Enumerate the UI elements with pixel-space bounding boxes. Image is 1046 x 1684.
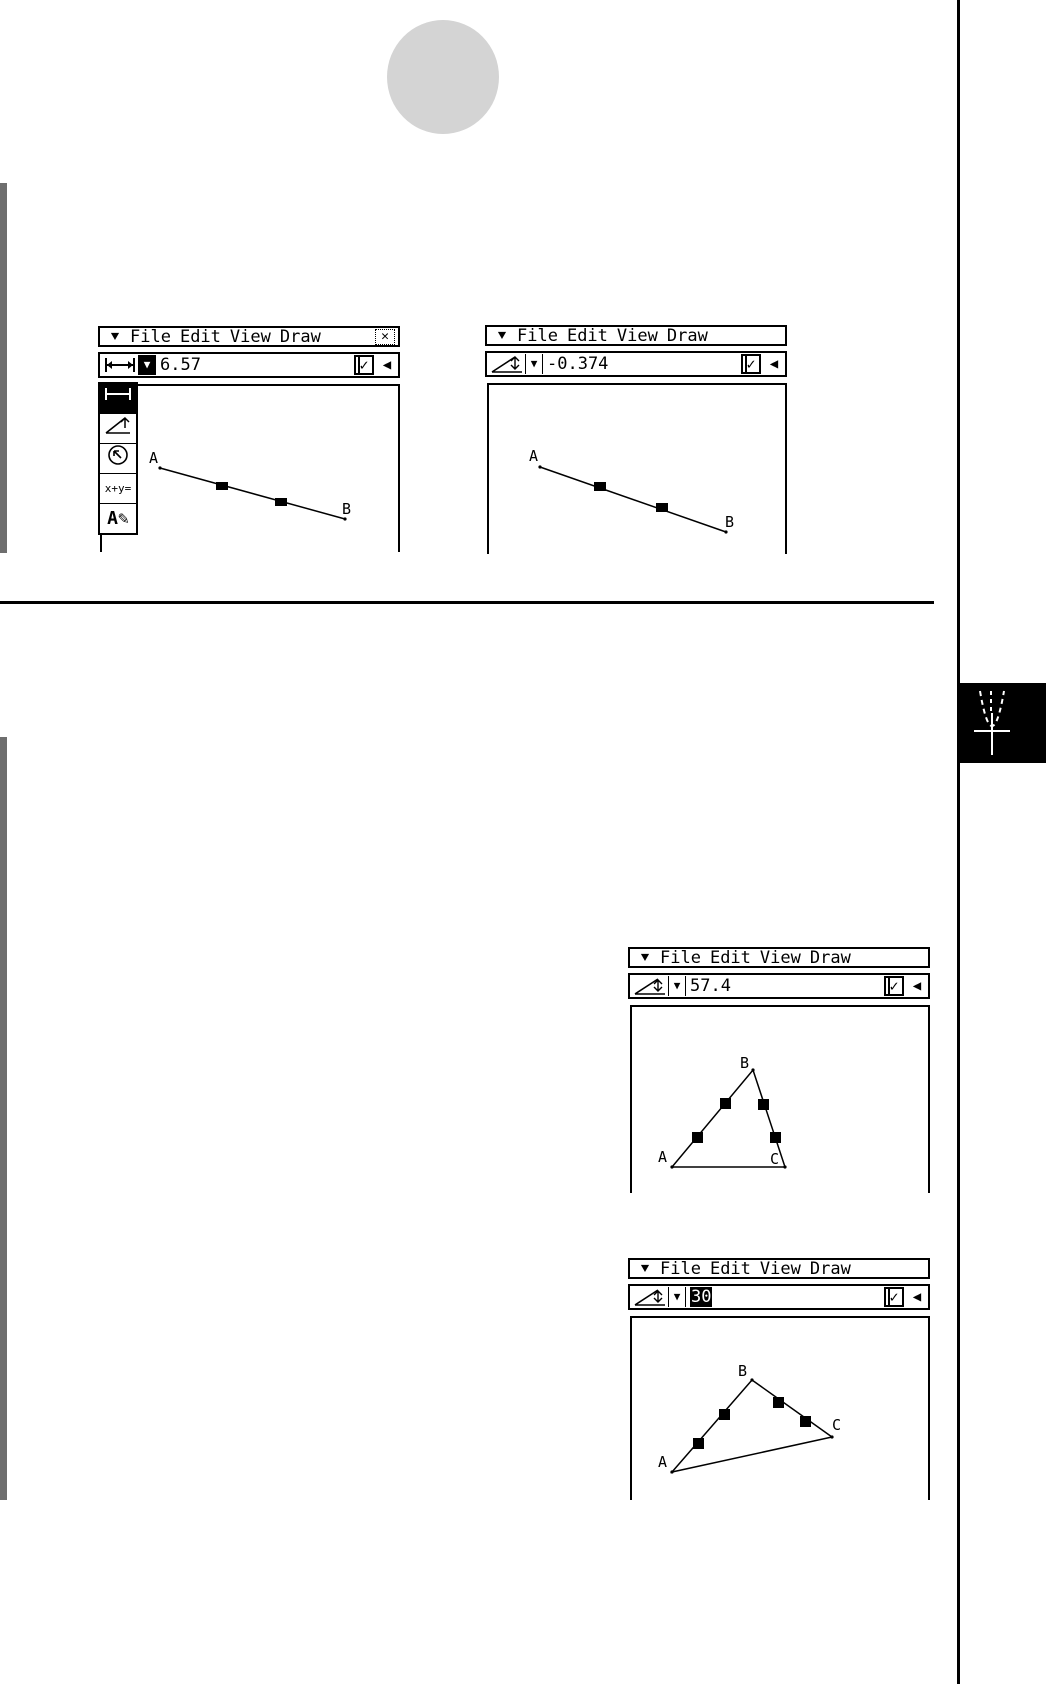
point-a[interactable] bbox=[670, 1165, 673, 1168]
point-a[interactable] bbox=[538, 465, 541, 468]
point-label-b: B bbox=[725, 513, 735, 531]
point-label-c: C bbox=[832, 1416, 842, 1434]
point-label-b: B bbox=[738, 1362, 748, 1380]
menu-edit[interactable]: Edit bbox=[709, 1259, 751, 1279]
point-c[interactable] bbox=[830, 1435, 833, 1438]
menu-view[interactable]: View bbox=[616, 326, 658, 346]
measurement-value-text: 30 bbox=[691, 1287, 712, 1307]
menu-chevron-icon[interactable]: ⯆ bbox=[495, 327, 508, 345]
measurement-value[interactable]: -0.374 bbox=[547, 354, 747, 374]
point-label-a: A bbox=[658, 1453, 668, 1471]
length-measure-icon[interactable] bbox=[102, 355, 138, 375]
menu-view[interactable]: View bbox=[229, 327, 271, 347]
selector-dropdown[interactable]: ▼ bbox=[668, 976, 686, 996]
point-b[interactable] bbox=[751, 1068, 754, 1071]
selection-handle[interactable] bbox=[656, 503, 668, 512]
point-label-a: A bbox=[658, 1148, 668, 1166]
left-arrow-icon[interactable]: ◀ bbox=[382, 357, 392, 373]
check-icon[interactable]: ✓ bbox=[741, 354, 761, 374]
chapter-marker-circle bbox=[387, 20, 499, 134]
selection-handle[interactable] bbox=[594, 482, 606, 491]
text-label-icon[interactable]: A✎ bbox=[107, 508, 129, 529]
geometry-canvas[interactable] bbox=[630, 1316, 930, 1500]
calculator-screen bbox=[628, 947, 934, 1193]
point-label-a: A bbox=[149, 449, 159, 467]
menu-chevron-icon[interactable]: ⯆ bbox=[108, 328, 121, 346]
measure-type-palette bbox=[98, 382, 138, 535]
point-c[interactable] bbox=[783, 1165, 786, 1168]
segment-ab[interactable] bbox=[540, 467, 726, 532]
geometry-canvas[interactable] bbox=[487, 383, 787, 554]
selector-dropdown[interactable]: ▼ bbox=[138, 355, 156, 375]
selection-handle[interactable] bbox=[758, 1099, 769, 1110]
geometry-canvas[interactable] bbox=[630, 1005, 930, 1193]
point-label-a: A bbox=[529, 447, 539, 465]
angle-measure-icon[interactable] bbox=[632, 1287, 668, 1307]
menu-edit[interactable]: Edit bbox=[709, 948, 751, 968]
calculator-screen bbox=[628, 1258, 934, 1500]
measurement-value[interactable]: 57.4 bbox=[690, 976, 890, 996]
selection-handle[interactable] bbox=[800, 1416, 811, 1427]
menu-draw[interactable]: Draw bbox=[809, 948, 851, 968]
menu-view[interactable]: View bbox=[759, 1259, 801, 1279]
menu-chevron-icon[interactable]: ⯆ bbox=[638, 949, 651, 967]
selection-handle[interactable] bbox=[216, 482, 228, 490]
menu-draw[interactable]: Draw bbox=[279, 327, 321, 347]
menu-chevron-icon[interactable]: ⯆ bbox=[638, 1260, 651, 1278]
calculator-screen bbox=[98, 326, 404, 554]
angle-measure-icon[interactable] bbox=[100, 414, 136, 444]
step-bar bbox=[0, 183, 7, 553]
menu-file[interactable]: File bbox=[660, 1259, 701, 1279]
geometry-canvas[interactable] bbox=[100, 384, 400, 552]
selection-handle[interactable] bbox=[692, 1132, 703, 1143]
section-divider bbox=[0, 601, 934, 604]
menu-edit[interactable]: Edit bbox=[179, 327, 221, 347]
selection-handle[interactable] bbox=[720, 1098, 731, 1109]
measurement-toolbar bbox=[628, 1284, 930, 1310]
calculator-screen bbox=[485, 325, 791, 554]
selector-dropdown[interactable]: ▼ bbox=[525, 354, 543, 374]
left-arrow-icon[interactable]: ◀ bbox=[912, 978, 922, 994]
menu-draw[interactable]: Draw bbox=[809, 1259, 851, 1279]
selection-handle[interactable] bbox=[773, 1397, 784, 1408]
segment-ab[interactable] bbox=[160, 468, 345, 519]
point-label-b: B bbox=[740, 1054, 750, 1072]
menu-draw[interactable]: Draw bbox=[666, 326, 708, 346]
point-a[interactable] bbox=[158, 466, 161, 469]
point-b[interactable] bbox=[750, 1378, 753, 1381]
angle-measure-icon[interactable] bbox=[632, 976, 668, 996]
measurement-toolbar bbox=[98, 352, 400, 378]
menu-bar bbox=[98, 326, 400, 347]
point-label-b: B bbox=[342, 500, 352, 518]
chapter-tab bbox=[960, 683, 1046, 763]
check-icon[interactable]: ✓ bbox=[354, 355, 374, 375]
left-arrow-icon[interactable]: ◀ bbox=[769, 356, 779, 372]
menu-file[interactable]: File bbox=[660, 948, 701, 968]
measurement-value[interactable] bbox=[690, 1287, 890, 1307]
measurement-toolbar bbox=[485, 351, 787, 377]
selection-handle[interactable] bbox=[719, 1409, 730, 1420]
menu-file[interactable]: File bbox=[130, 327, 171, 347]
triangle-abc[interactable] bbox=[672, 1070, 785, 1167]
menu-view[interactable]: View bbox=[759, 948, 801, 968]
slope-measure-icon[interactable] bbox=[489, 354, 525, 374]
selection-handle[interactable] bbox=[770, 1132, 781, 1143]
pointer-icon[interactable] bbox=[100, 444, 136, 474]
menu-bar bbox=[628, 947, 930, 968]
point-label-c: C bbox=[770, 1150, 780, 1168]
close-icon[interactable]: ✕ bbox=[375, 329, 395, 345]
menu-file[interactable]: File bbox=[517, 326, 558, 346]
measurement-toolbar bbox=[628, 973, 930, 999]
check-icon[interactable]: ✓ bbox=[884, 1287, 904, 1307]
parabola-icon bbox=[960, 683, 1046, 763]
menu-bar bbox=[485, 325, 787, 346]
check-icon[interactable]: ✓ bbox=[884, 976, 904, 996]
point-a[interactable] bbox=[670, 1470, 673, 1473]
left-arrow-icon[interactable]: ◀ bbox=[912, 1289, 922, 1305]
step-bar bbox=[0, 737, 7, 1500]
equation-icon[interactable]: x+y= bbox=[100, 474, 136, 504]
margin-rule bbox=[957, 0, 960, 1684]
measurement-value[interactable]: 6.57 bbox=[160, 355, 360, 375]
menu-edit[interactable]: Edit bbox=[566, 326, 608, 346]
menu-bar bbox=[628, 1258, 930, 1279]
length-measure-icon[interactable] bbox=[100, 384, 136, 414]
selector-dropdown[interactable]: ▼ bbox=[668, 1287, 686, 1307]
selection-handle[interactable] bbox=[275, 498, 287, 506]
selection-handle[interactable] bbox=[693, 1438, 704, 1449]
